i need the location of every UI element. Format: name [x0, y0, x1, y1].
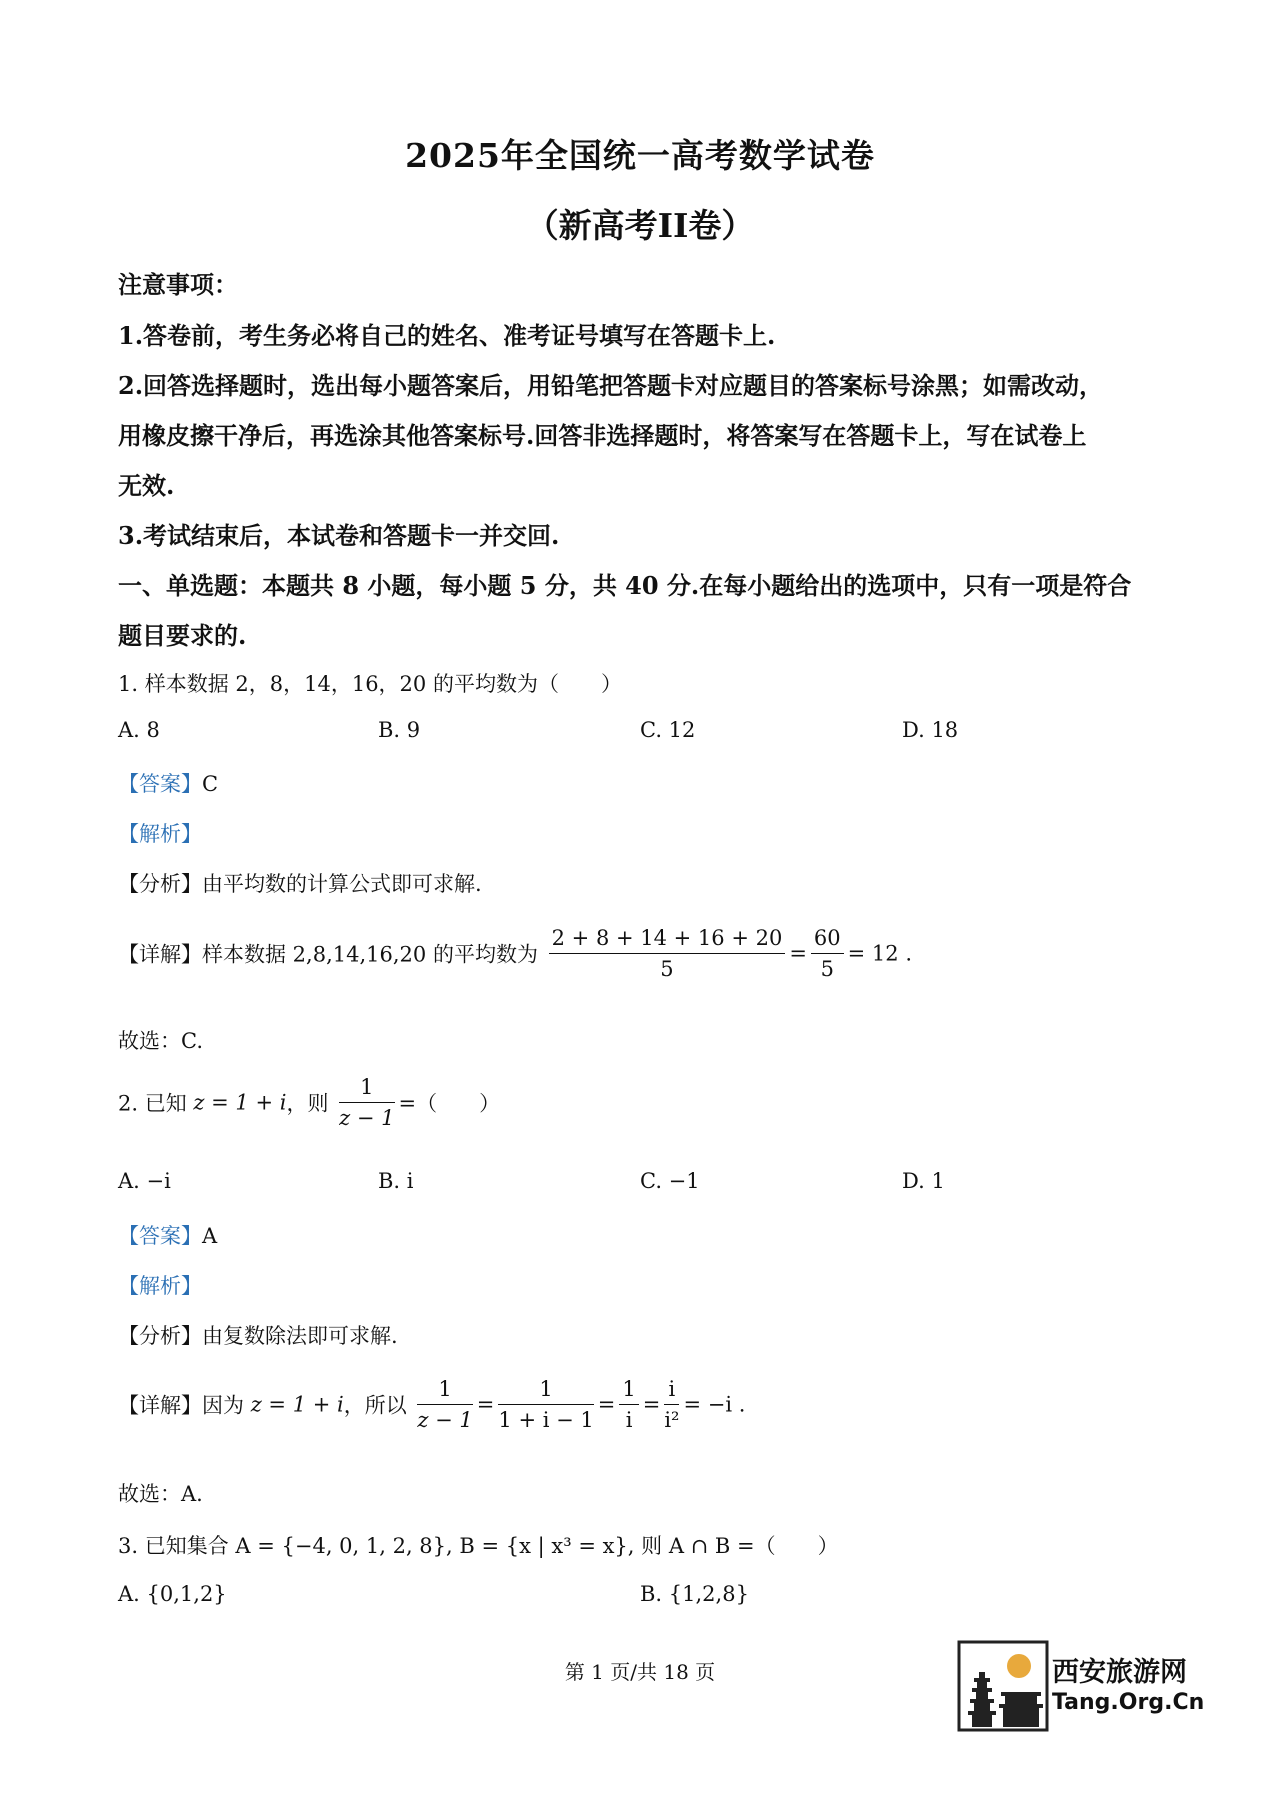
note-2c: 无效.: [118, 471, 175, 500]
fraction-numerator: 1: [619, 1377, 638, 1405]
fenxi-tag: 【分析】: [118, 1324, 202, 1348]
q1-result: = 12 .: [847, 941, 912, 966]
pagoda-icon: [968, 1672, 996, 1727]
logo-url: Tang.Org.Cn: [1052, 1690, 1205, 1715]
fraction-numerator: 1: [417, 1377, 472, 1405]
note-1: 1.答卷前，考生务必将自己的姓名、准考证号填写在答题卡上.: [118, 321, 776, 350]
fraction-numerator: 2 + 8 + 14 + 16 + 20: [549, 926, 786, 954]
q2-fraction-4: [664, 1377, 679, 1432]
exam-subtitle: （新高考II卷）: [525, 206, 755, 245]
notes-heading: 注意事项：: [118, 270, 238, 299]
answer-tag: 【答案】: [118, 1224, 202, 1248]
q1-conclusion: 故选：C.: [118, 1029, 203, 1053]
answer-value: A: [202, 1224, 218, 1248]
fraction-numerator: 1: [498, 1377, 593, 1405]
xiangjie-tag: 【详解】: [118, 1393, 202, 1418]
note-2b: 用橡皮擦干净后，再选涂其他答案标号.回答非选择题时，将答案写在答题卡上，写在试卷上: [118, 421, 1087, 450]
q1-fraction-total: [811, 926, 844, 981]
q2-answer: [118, 1220, 217, 1250]
fenxi-text: 由平均数的计算公式即可求解.: [202, 872, 482, 896]
fenxi-tag: 【分析】: [118, 872, 202, 896]
q2-option-c: C. −1: [640, 1169, 700, 1193]
q3-option-b: B. {1,2,8}: [640, 1582, 749, 1606]
q1-fraction-sum: [549, 926, 786, 981]
xiangjie-text: 样本数据 2,8,14,16,20 的平均数为: [202, 942, 538, 967]
q1-option-a: A. 8: [118, 718, 160, 742]
q2-fraction-1: [417, 1377, 472, 1432]
q3-option-a: A. {0,1,2}: [118, 1582, 227, 1606]
q1-option-d: D. 18: [902, 718, 959, 742]
fraction-denominator: z − 1: [417, 1408, 473, 1432]
fraction-denominator: i²: [664, 1408, 680, 1432]
q1-option-c: C. 12: [640, 718, 696, 742]
xiangjie-tag: 【详解】: [118, 942, 202, 967]
q2-fenxi: [118, 1320, 398, 1350]
section-heading-2: 题目要求的.: [118, 621, 247, 650]
q2-fraction-2: [498, 1377, 593, 1432]
q1-jiexi: 【解析】: [118, 822, 202, 846]
q2-stem-z: z = 1 + i: [193, 1090, 287, 1115]
fraction-numerator: i: [664, 1377, 679, 1405]
q2-stem-pre: 2. 已知: [118, 1091, 187, 1116]
fraction-numerator: 1: [339, 1075, 394, 1103]
page-number: 第 1 页/共 18 页: [564, 1660, 716, 1684]
q2-option-b: B. i: [378, 1169, 414, 1193]
q1-fenxi: [118, 868, 482, 898]
q2-jiexi: 【解析】: [118, 1274, 202, 1298]
q3-stem: 3. 已知集合 A = {−4, 0, 1, 2, 8}, B = {x | x³ = x}, 则 A ∩ B =（ ）: [118, 1534, 839, 1558]
equals-sign: =: [789, 941, 807, 966]
q2-xiangjie: 【详解】因为 z = 1 + i，所以 $\frac{1}{z - 1}$ = $\frac{1}{1 + i - 1}$ = $\frac{1}{i}$ = $\frac{i}{\text{i²}}$ = −i .: [118, 1377, 746, 1432]
note-3: 3.考试结束后，本试卷和答题卡一并交回.: [118, 521, 560, 550]
q1-option-b: B. 9: [378, 718, 421, 742]
q2-fraction-3: [619, 1377, 638, 1432]
note-2a: 2.回答选择题时，选出每小题答案后，用铅笔把答题卡对应题目的答案标号涂黑；如需改动，: [118, 371, 1104, 400]
fraction-denominator: 5: [820, 957, 834, 981]
q2-result: = −i .: [683, 1392, 746, 1417]
q2-option-d: D. 1: [902, 1169, 945, 1193]
xiangjie-mid: ，所以: [343, 1393, 407, 1418]
building-icon: [999, 1692, 1043, 1727]
answer-value: C: [202, 772, 219, 796]
logo-title: 西安旅游网: [1052, 1657, 1187, 1688]
q1-xiangjie: [118, 926, 912, 981]
q2-fraction: [339, 1075, 394, 1130]
section-heading-1: 一、单选题：本题共 8 小题，每小题 5 分，共 40 分.在每小题给出的选项中，只有一项是符合: [118, 571, 1132, 600]
xiangjie-z: z = 1 + i: [250, 1392, 344, 1417]
fraction-numerator: 60: [811, 926, 844, 954]
q2-stem-mid: ，则: [286, 1091, 329, 1116]
q2-stem-post: =（ ）: [398, 1091, 501, 1116]
exam-title: 2025年全国统一高考数学试卷: [405, 136, 875, 175]
q2-conclusion: 故选：A.: [118, 1482, 203, 1506]
q2-stem: [118, 1075, 500, 1130]
fraction-denominator: i: [625, 1408, 633, 1432]
fraction-denominator: 5: [660, 957, 674, 981]
xiangjie-pre: 因为: [202, 1393, 244, 1418]
q2-option-a: A. −i: [118, 1169, 171, 1193]
answer-tag: 【答案】: [118, 772, 202, 796]
q1-stem: 1. 样本数据 2，8，14，16，20 的平均数为（ ）: [118, 672, 622, 696]
q1-answer: [118, 768, 218, 798]
fraction-denominator: 1 + i − 1: [498, 1408, 594, 1432]
fraction-denominator: z − 1: [339, 1106, 395, 1130]
fenxi-text: 由复数除法即可求解.: [202, 1324, 398, 1348]
logo-sun-icon: [1007, 1654, 1031, 1678]
